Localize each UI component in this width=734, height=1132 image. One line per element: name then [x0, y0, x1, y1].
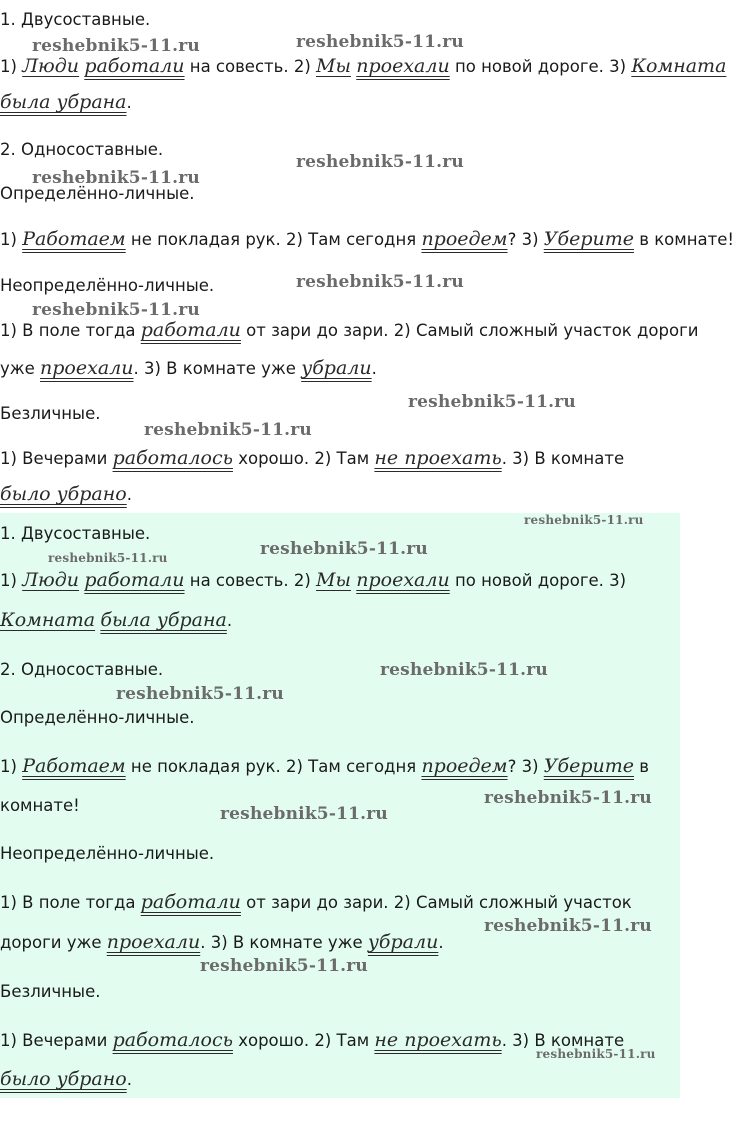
- text: .: [371, 359, 377, 378]
- text: на совесть. 2): [184, 57, 317, 76]
- text: .: [438, 933, 444, 952]
- watermark: reshebnik5-11.ru: [408, 392, 576, 412]
- subject-word: Мы: [316, 569, 351, 591]
- predicate-word: Работаем: [22, 228, 126, 250]
- watermark: reshebnik5-11.ru: [296, 152, 464, 172]
- text: на совесть. 2): [184, 571, 317, 590]
- sentence-line: [0, 229, 734, 250]
- predicate-word: проедем: [421, 228, 508, 250]
- predicate-word: работали: [84, 569, 185, 591]
- text: . 3) В комнате: [501, 1031, 625, 1050]
- watermark: reshebnik5-11.ru: [380, 660, 548, 680]
- answer-block-highlighted: [0, 513, 680, 1098]
- predicate-word: Уберите: [543, 755, 634, 777]
- sentence-line: [0, 320, 698, 341]
- text: не покладая рук. 2) Там сегодня: [125, 757, 422, 776]
- predicate-word: проехали: [40, 357, 134, 379]
- text: . 3) В комнате: [501, 449, 625, 468]
- text: .: [126, 485, 132, 504]
- sentence-line: [0, 892, 632, 913]
- predicate-word: работали: [140, 891, 241, 913]
- sentence-line: [0, 92, 132, 113]
- text: 1): [0, 571, 23, 590]
- predicate-word: проехали: [356, 55, 450, 77]
- sentence-line: [0, 448, 624, 469]
- predicate-word: работалось: [112, 1029, 233, 1051]
- text: хорошо. 2) Там: [232, 1031, 375, 1050]
- sentence-line: [0, 56, 726, 77]
- text: по новой дороге. 3): [449, 571, 627, 590]
- predicate-word: не проехать: [374, 447, 502, 469]
- subject-word: Комната: [631, 55, 727, 77]
- subheading-indefinite-personal: Неопределённо-личные.: [0, 276, 215, 295]
- heading-two-part: 1. Двусоставные.: [0, 10, 151, 29]
- text: 1): [0, 57, 23, 76]
- predicate-word: не проехать: [374, 1029, 502, 1051]
- text: не покладая рук. 2) Там сегодня: [125, 230, 422, 249]
- watermark: reshebnik5-11.ru: [48, 551, 168, 565]
- text: 1) Вечерами: [0, 449, 113, 468]
- text: . 3) В комнате уже: [200, 933, 368, 952]
- sentence-line: [0, 570, 626, 591]
- text: . 3) В комнате уже: [133, 359, 302, 378]
- predicate-word: Работаем: [22, 755, 126, 777]
- watermark: reshebnik5-11.ru: [536, 1047, 656, 1061]
- text: от зари до зари. 2) Самый сложный участок: [240, 893, 632, 912]
- watermark: reshebnik5-11.ru: [32, 168, 200, 188]
- text: в: [633, 757, 649, 776]
- sentence-line: [0, 932, 444, 953]
- predicate-word: работали: [84, 55, 185, 77]
- text: 1) В поле тогда: [0, 893, 141, 912]
- watermark: reshebnik5-11.ru: [484, 916, 652, 936]
- subheading-definite-personal: Определённо-личные.: [0, 708, 195, 727]
- text: в комнате!: [633, 230, 734, 249]
- predicate-word: работали: [140, 319, 241, 341]
- subject-word: Люди: [22, 55, 80, 77]
- predicate-word: убрали: [301, 357, 372, 379]
- subheading-definite-personal: Определённо-личные.: [0, 184, 195, 203]
- watermark: reshebnik5-11.ru: [220, 804, 388, 824]
- watermark: reshebnik5-11.ru: [32, 300, 200, 320]
- answer-block-plain: [0, 0, 734, 513]
- sentence-line: [0, 756, 649, 777]
- watermark: reshebnik5-11.ru: [296, 32, 464, 52]
- watermark: reshebnik5-11.ru: [200, 956, 368, 976]
- text: 1) Вечерами: [0, 1031, 113, 1050]
- subheading-impersonal: Безличные.: [0, 404, 101, 423]
- watermark: reshebnik5-11.ru: [144, 420, 312, 440]
- predicate-word: проехали: [356, 569, 450, 591]
- predicate-word: убрали: [367, 931, 439, 953]
- predicate-word: работалось: [112, 447, 233, 469]
- text: .: [226, 611, 233, 630]
- text: уже: [0, 359, 41, 378]
- sentence-line: [0, 1069, 132, 1090]
- sentence-line: [0, 610, 232, 631]
- heading-one-part: 2. Односоставные.: [0, 140, 164, 159]
- watermark: reshebnik5-11.ru: [32, 36, 200, 56]
- text: .: [126, 93, 132, 112]
- sentence-line: комнате!: [0, 796, 80, 815]
- watermark: reshebnik5-11.ru: [484, 788, 652, 808]
- subject-word: Люди: [22, 569, 80, 591]
- text: ? 3): [507, 230, 544, 249]
- text: дороги уже: [0, 933, 107, 952]
- text: 1): [0, 230, 23, 249]
- text: 1) В поле тогда: [0, 321, 141, 340]
- watermark: reshebnik5-11.ru: [524, 513, 644, 527]
- predicate-word: была убрана: [100, 609, 227, 631]
- watermark: reshebnik5-11.ru: [260, 539, 428, 559]
- text: .: [126, 1070, 132, 1089]
- predicate-word: проедем: [421, 755, 508, 777]
- heading-one-part: 2. Односоставные.: [0, 660, 164, 679]
- predicate-word: Уберите: [543, 228, 634, 250]
- sentence-line: [0, 358, 377, 379]
- watermark: reshebnik5-11.ru: [116, 684, 284, 704]
- predicate-word: было убрано: [0, 1068, 127, 1090]
- text: от зари до зари. 2) Самый сложный участок дороги: [240, 321, 699, 340]
- predicate-word: проехали: [106, 931, 201, 953]
- subheading-impersonal: Безличные.: [0, 982, 101, 1001]
- text: хорошо. 2) Там: [232, 449, 375, 468]
- subheading-indefinite-personal: Неопределённо-личные.: [0, 844, 215, 863]
- subject-word: Комната: [0, 609, 96, 631]
- text: 1): [0, 757, 23, 776]
- sentence-line: [0, 1030, 624, 1051]
- heading-two-part: 1. Двусоставные.: [0, 524, 151, 543]
- text: ? 3): [507, 757, 544, 776]
- sentence-line: [0, 484, 132, 505]
- predicate-word: была убрана: [0, 91, 127, 113]
- predicate-word: было убрано: [0, 483, 127, 505]
- watermark: reshebnik5-11.ru: [296, 272, 464, 292]
- text: по новой дороге. 3): [449, 57, 632, 76]
- subject-word: Мы: [316, 55, 351, 77]
